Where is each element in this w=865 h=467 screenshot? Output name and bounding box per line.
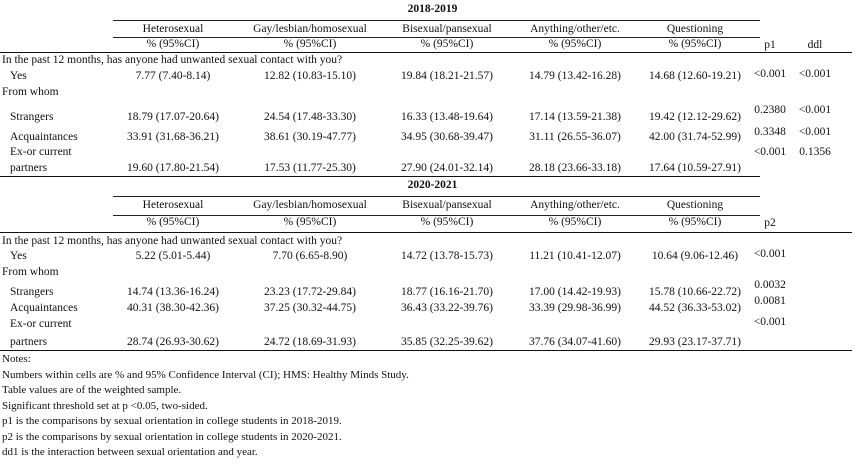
column-rule	[113, 37, 760, 38]
p-value-cell: <0.001	[753, 68, 787, 80]
column-rule	[113, 215, 760, 216]
header-bottom-rule	[0, 52, 852, 53]
row-label: Strangers	[10, 286, 54, 298]
table-cell: 17.53 (11.77-25.30)	[264, 162, 356, 174]
column-subheader: % (95%CI)	[283, 216, 337, 228]
p-value-cell: 0.0081	[754, 295, 786, 307]
table-cell: 14.74 (13.36-16.24)	[127, 286, 219, 298]
table-cell: 37.76 (34.07-41.60)	[529, 336, 621, 348]
question-text: In the past 12 months, has anyone had unwanted sexual contact with you?	[2, 235, 343, 247]
table-cell: 18.79 (17.07-20.64)	[127, 111, 219, 123]
table-cell: 10.64 (9.06-12.46)	[651, 250, 739, 262]
column-header: Questioning	[666, 199, 724, 211]
row-label-continued: partners	[10, 162, 48, 174]
table-cell: 5.22 (5.01-5.44)	[135, 250, 211, 262]
column-subheader: % (95%CI)	[283, 38, 337, 50]
table-cell: 44.52 (36.33-53.02)	[649, 302, 741, 314]
table-cell: 14.79 (13.42-16.28)	[529, 70, 621, 82]
from-whom-label: From whom	[2, 86, 59, 98]
table-cell: 29.93 (23.17-37.71)	[649, 336, 741, 348]
table-cell: 7.70 (6.65-8.90)	[272, 250, 348, 262]
table-cell: 14.72 (13.78-15.73)	[401, 250, 493, 262]
column-header: Anything/other/etc.	[530, 23, 620, 35]
header-bottom-rule	[0, 232, 852, 233]
table-cell: 16.33 (13.48-19.64)	[401, 111, 493, 123]
note-line: Notes:	[2, 353, 31, 365]
section-bottom-rule	[0, 176, 760, 177]
table-cell: 18.77 (16.16-21.70)	[401, 286, 493, 298]
section-bottom-rule	[0, 350, 852, 351]
table-cell: 15.78 (10.66-22.72)	[649, 286, 741, 298]
table-cell: 19.60 (17.80-21.54)	[127, 162, 219, 174]
question-text: In the past 12 months, has anyone had unwanted sexual contact with you?	[2, 54, 343, 66]
table-cell: 17.64 (10.59-27.91)	[649, 162, 741, 174]
column-subheader: % (95%CI)	[668, 216, 722, 228]
table-cell: 17.00 (14.42-19.93)	[529, 286, 621, 298]
column-subheader: % (95%CI)	[420, 38, 474, 50]
column-header: Anything/other/etc.	[530, 199, 620, 211]
row-label: Acquaintances	[10, 302, 78, 314]
p-value-cell: 0.3348	[754, 126, 786, 138]
table-cell: 24.54 (17.48-33.30)	[264, 111, 356, 123]
table-cell: 19.84 (18.21-21.57)	[401, 70, 493, 82]
p-value-cell: <0.001	[798, 68, 832, 80]
p-value-header: ddl	[807, 39, 823, 51]
p-value-cell: 0.1356	[799, 146, 831, 158]
column-subheader: % (95%CI)	[668, 38, 722, 50]
table-cell: 7.77 (7.40-8.14)	[135, 70, 211, 82]
p-value-cell: 0.0032	[754, 279, 786, 291]
table-cell: 36.43 (33.22-39.76)	[401, 302, 493, 314]
p-value-cell: <0.001	[753, 146, 787, 158]
table-cell: 33.39 (29.98-36.99)	[529, 302, 621, 314]
table-cell: 11.21 (10.41-12.07)	[529, 250, 621, 262]
column-subheader: % (95%CI)	[146, 216, 200, 228]
row-label: Ex-or current	[10, 146, 72, 158]
p-value-cell: <0.001	[753, 248, 787, 260]
row-label: Strangers	[10, 111, 54, 123]
table-cell: 12.82 (10.83-15.10)	[264, 70, 356, 82]
table-cell: 28.18 (23.66-33.18)	[529, 162, 621, 174]
table-cell: 28.74 (26.93-30.62)	[127, 336, 219, 348]
column-subheader: % (95%CI)	[548, 38, 602, 50]
section-title: 2020-2021	[407, 179, 458, 191]
table-cell: 35.85 (32.25-39.62)	[401, 336, 493, 348]
note-line: dd1 is the interaction between sexual orientation and year.	[2, 446, 258, 458]
table-cell: 31.11 (26.55-36.07)	[529, 131, 621, 143]
row-label-continued: partners	[10, 336, 48, 348]
note-line: p1 is the comparisons by sexual orientation in college students in 2018-2019.	[2, 415, 342, 427]
header-top-rule	[113, 196, 760, 197]
row-label: Yes	[10, 70, 27, 82]
column-header: Bisexual/pansexual	[402, 23, 492, 35]
table-cell: 40.31 (38.30-42.36)	[127, 302, 219, 314]
column-header: Questioning	[666, 23, 724, 35]
column-header: Gay/lesbian/homosexual	[253, 23, 367, 35]
column-header: Bisexual/pansexual	[402, 199, 492, 211]
p-value-header: p1	[764, 39, 776, 51]
table-cell: 27.90 (24.01-32.14)	[401, 162, 493, 174]
p-value-cell: <0.001	[798, 126, 832, 138]
header-top-rule	[113, 20, 760, 21]
p-value-cell: <0.001	[798, 104, 832, 116]
note-line: Significant threshold set at p <0.05, two-sided.	[2, 399, 208, 412]
table-cell: 42.00 (31.74-52.99)	[649, 131, 741, 143]
table-cell: 14.68 (12.60-19.21)	[649, 70, 741, 82]
p-value-header: p2	[764, 217, 776, 229]
row-label: Acquaintances	[10, 131, 78, 143]
note-line: p2 is the comparisons by sexual orientation in college students in 2020-2021.	[2, 430, 342, 443]
table-cell: 38.61 (30.19-47.77)	[264, 131, 356, 143]
row-label: Ex-or current	[10, 318, 72, 330]
table-cell: 34.95 (30.68-39.47)	[401, 131, 493, 143]
note-line: Numbers within cells are % and 95% Confidence Interval (CI); HMS: Healthy Minds Study.	[2, 368, 409, 381]
table-cell: 24.72 (18.69-31.93)	[264, 336, 356, 348]
section-title: 2018-2019	[407, 3, 458, 15]
column-header: Heterosexual	[142, 23, 204, 35]
table-cell: 19.42 (12.12-29.62)	[649, 111, 741, 123]
column-subheader: % (95%CI)	[146, 38, 200, 50]
table-cell: 23.23 (17.72-29.84)	[264, 286, 356, 298]
column-subheader: % (95%CI)	[420, 216, 474, 228]
table-cell: 17.14 (13.59-21.38)	[529, 111, 621, 123]
from-whom-label: From whom	[2, 266, 59, 278]
column-subheader: % (95%CI)	[548, 216, 602, 228]
p-value-cell: 0.2380	[754, 104, 786, 116]
note-line: Table values are of the weighted sample.	[2, 384, 182, 396]
row-label: Yes	[10, 250, 27, 262]
table-cell: 33.91 (31.68-36.21)	[127, 131, 219, 143]
table-cell: 37.25 (30.32-44.75)	[264, 302, 356, 314]
column-header: Heterosexual	[142, 199, 204, 211]
column-header: Gay/lesbian/homosexual	[253, 199, 367, 211]
p-value-cell: <0.001	[753, 316, 787, 328]
